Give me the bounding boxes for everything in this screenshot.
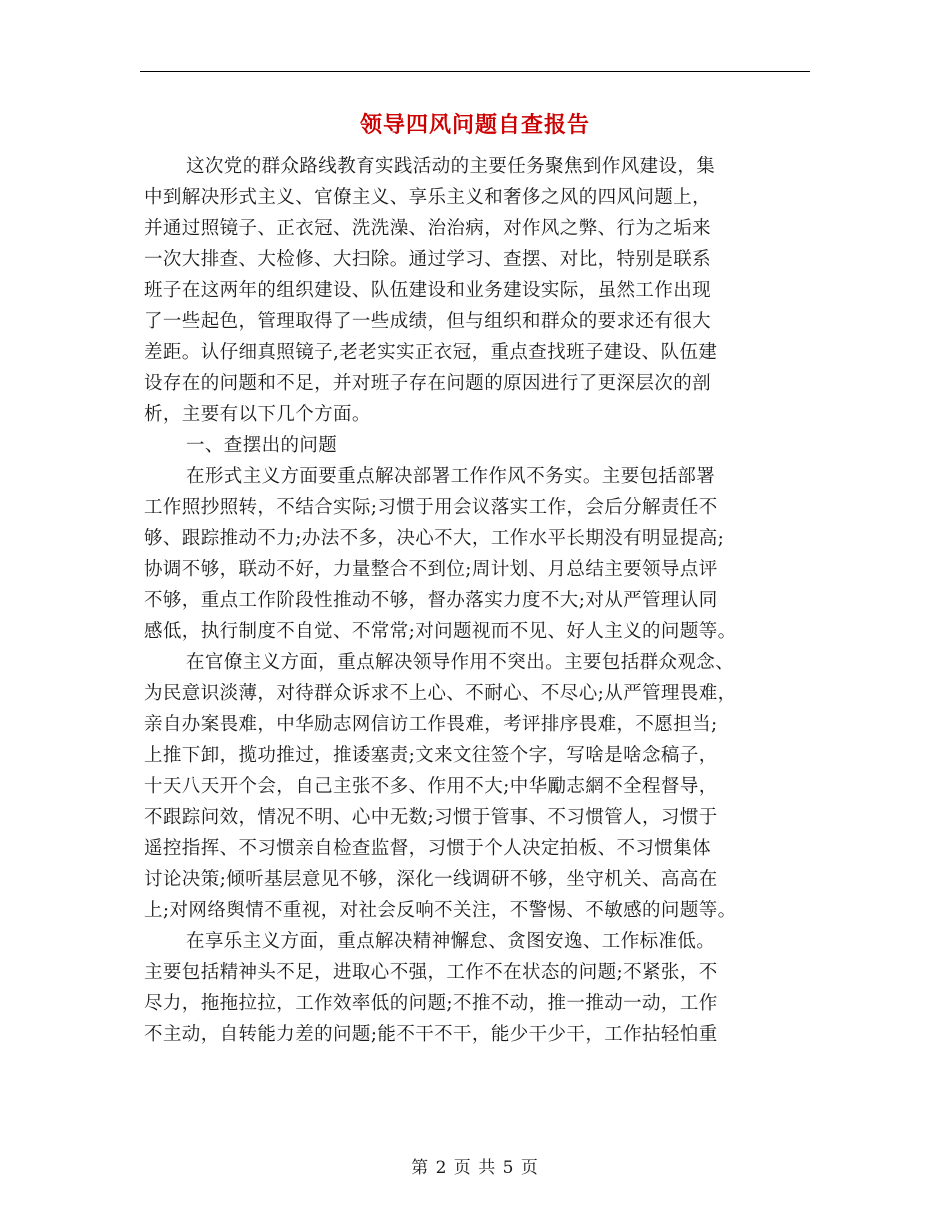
text-line: 工作照抄照转，不结合实际;习惯于用会议落实工作，会后分解责任不 — [144, 497, 718, 518]
text-line: 不跟踪问效，情况不明、心中无数;习惯于管事、不习惯管人，习惯于 — [144, 807, 718, 828]
text-line: 析，主要有以下几个方面。 — [144, 404, 371, 425]
text-line: 亲自办案畏难，中华励志网信访工作畏难，考评排序畏难，不愿担当; — [144, 714, 718, 735]
text-line: 上;对网络舆情不重视，对社会反响不关注，不警惕、不敏感的问题等。 — [144, 900, 737, 921]
text-line: 主要包括精神头不足，进取心不强，工作不在状态的问题;不紧张，不 — [144, 962, 718, 983]
text-line: 感低，执行制度不自觉、不常常;对问题视而不见、好人主义的问题等。 — [144, 621, 737, 642]
text-line: 协调不够，联动不好，力量整合不到位;周计划、月总结主要领导点评 — [144, 559, 718, 580]
text-line: 班子在这两年的组织建设、队伍建设和业务建设实际，虽然工作出现 — [144, 280, 712, 301]
document-body — [144, 151, 816, 1050]
text-line: 上推下卸，揽功推过，推诿塞责;文来文往签个字，写啥是啥念稿子， — [144, 745, 718, 766]
text-line: 为民意识淡薄，对待群众诉求不上心、不耐心、不尽心;从严管理畏难， — [144, 683, 737, 704]
text-line: 一、查摆出的问题 — [186, 435, 338, 456]
page-footer: 第 2 页 共 5 页 — [411, 1158, 539, 1178]
text-line: 讨论决策;倾听基层意见不够，深化一线调研不够，坐守机关、高高在 — [144, 869, 718, 890]
text-line: 遥控指挥、不习惯亲自检查监督，习惯于个人决定拍板、不习惯集体 — [144, 838, 712, 859]
text-line: 并通过照镜子、正衣冠、洗洗澡、治治病，对作风之弊、行为之垢来 — [144, 218, 712, 239]
text-line: 一次大排查、大检修、大扫除。通过学习、查摆、对比，特别是联系 — [144, 249, 712, 270]
text-line: 不够，重点工作阶段性推动不够，督办落实力度不大;对从严管理认同 — [144, 590, 718, 611]
text-line: 差距。认仔细真照镜子,老老实实正衣冠，重点查找班子建设、队伍建 — [144, 342, 718, 363]
text-line: 十天八天开个会，自己主张不多、作用不大;中华勵志網不全程督导， — [144, 776, 718, 797]
text-line: 够、跟踪推动不力;办法不多，决心不大，工作水平长期没有明显提高; — [144, 528, 725, 549]
text-line: 尽力，拖拖拉拉，工作效率低的问题;不推不动，推一推动一动，工作 — [144, 993, 718, 1014]
header-rule — [140, 71, 810, 72]
text-line: 中到解决形式主义、官僚主义、享乐主义和奢侈之风的四风问题上， — [144, 187, 712, 208]
document-title: 领导四风问题自查报告 — [359, 112, 590, 138]
text-line: 在享乐主义方面，重点解决精神懈怠、贪图安逸、工作标准低。 — [186, 931, 716, 952]
text-line: 在官僚主义方面，重点解决领导作用不突出。主要包括群众观念、 — [186, 652, 735, 673]
text-line: 了一些起色，管理取得了一些成绩，但与组织和群众的要求还有很大 — [144, 311, 712, 332]
text-line: 这次党的群众路线教育实践活动的主要任务聚焦到作风建设，集 — [186, 156, 716, 177]
text-line: 设存在的问题和不足，并对班子存在问题的原因进行了更深层次的剖 — [144, 373, 712, 394]
text-line: 在形式主义方面要重点解决部署工作作风不务实。主要包括部署 — [186, 466, 716, 487]
text-line: 不主动，自转能力差的问题;能不干不干，能少干少干，工作拈轻怕重 — [144, 1024, 718, 1045]
